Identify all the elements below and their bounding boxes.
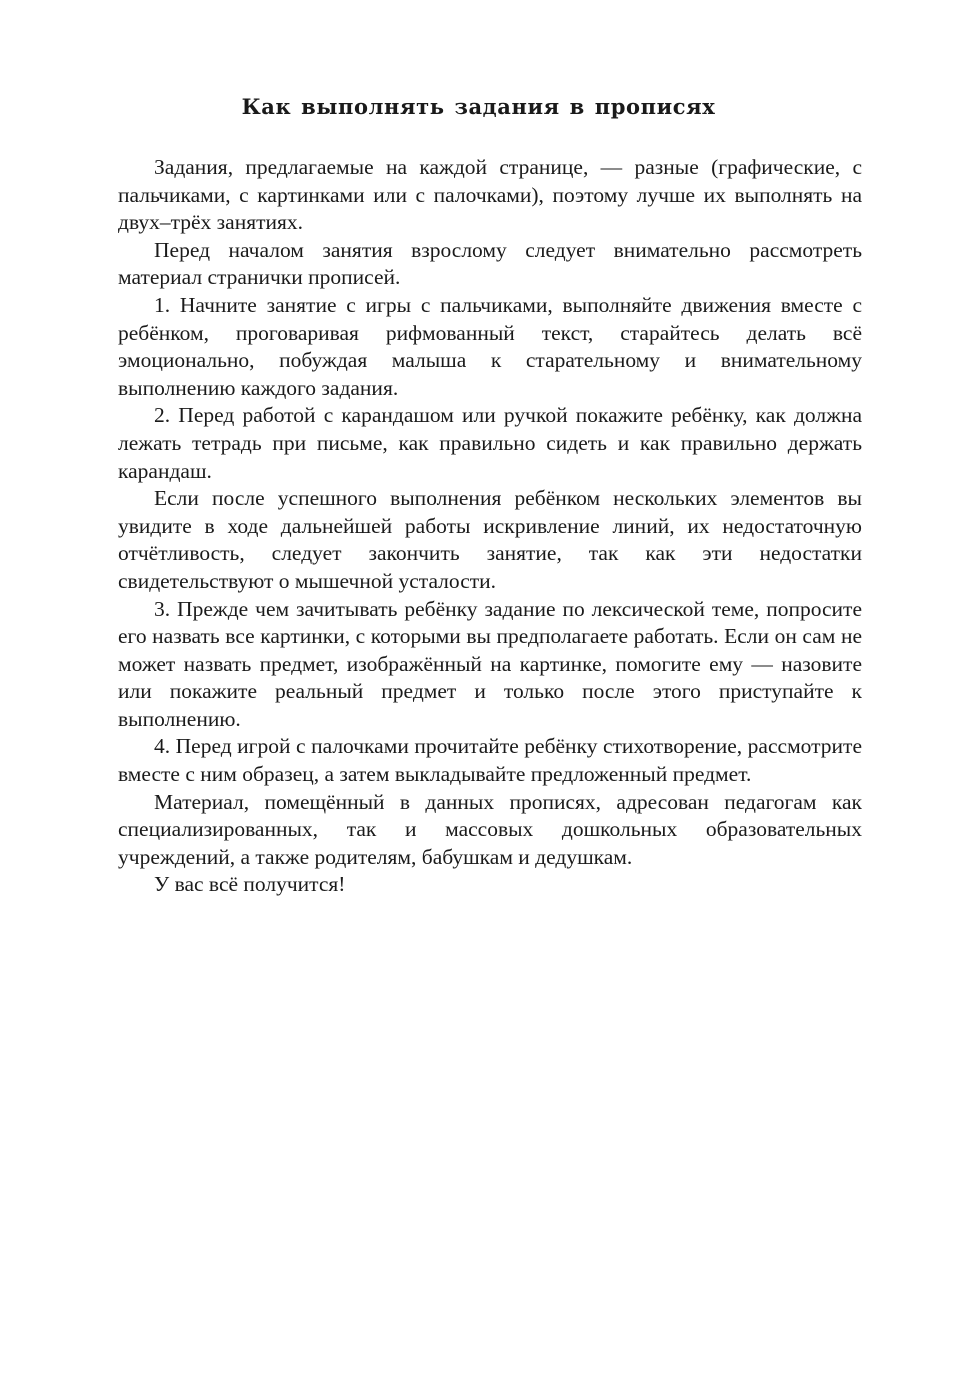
- paragraph-fatigue-note: Если после успешного выполнения ребёнком нескольких элементов вы увидите в ходе дальнейшей работы искривление линий, их недостаточную отчётливость, следует закончить занятие, так как эти недостатки свидетельствуют о мышечной усталости.: [118, 486, 862, 593]
- paragraph-intro: Задания, предлагаемые на каждой странице, — разные (графические, с пальчиками, с картинками или с палочками), поэтому лучше их выполнять на двух–трёх занятиях.: [118, 155, 862, 235]
- paragraph-step-1: 1. Начните занятие с игры с пальчиками, выполняйте движения вместе с ребёнком, проговаривая рифмованный текст, старайтесь делать всё эмоционально, побуждая малыша к старательному и внимательному выполнению каждого задания.: [118, 292, 862, 400]
- paragraph-audience: Материал, помещённый в данных прописях, адресован педагогам как специализированных, так и массовых дошкольных образовательных учреждений, а также родителям, бабушкам и дедушкам.: [118, 789, 862, 869]
- paragraph-closing: У вас всё получится!: [154, 872, 346, 897]
- paragraph-step-3: 3. Прежде чем зачитывать ребёнку задание по лексической теме, попросите его назвать все картинки, с которыми вы предполагаете работать. Если он сам не может назвать предмет, изображённый на картинке, помогите ему — назовите или покажите реальный предмет и только после этого приступайте к выполнению.: [118, 596, 862, 731]
- instructions-body: [118, 154, 862, 899]
- paragraph-step-4: 4. Перед игрой с палочками прочитайте ребёнку стихотворение, рассмотрите вместе с ним образец, а затем выкладывайте предложенный предмет.: [118, 734, 862, 787]
- paragraph-preparation: Перед началом занятия взрослому следует внимательно рассмотреть материал странички прописей.: [118, 237, 862, 290]
- paragraph-step-2: 2. Перед работой с карандашом или ручкой покажите ребёнку, как должна лежать тетрадь при письме, как правильно сидеть и как правильно держать карандаш.: [118, 403, 862, 483]
- page-title: Как выполнять задания в прописях: [241, 94, 716, 119]
